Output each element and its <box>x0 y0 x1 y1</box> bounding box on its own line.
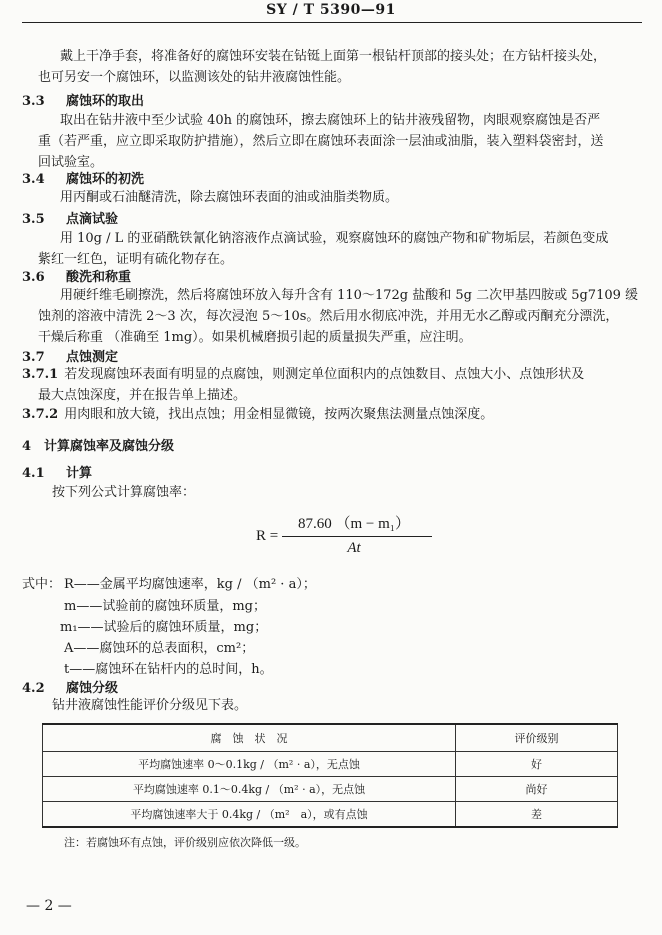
section-number: 4.1 <box>22 466 45 481</box>
section-number: 4 <box>22 439 32 454</box>
paragraph-text: 用肉眼和放大镜，找出点蚀；用金相显微镜，按两次聚焦法测量点蚀深度。 <box>64 407 494 422</box>
paragraph-line: 最大点蚀深度，并在报告单上描述。 <box>38 388 247 403</box>
variable-def-t: t——腐蚀环在钻杆内的总时间，h。 <box>64 662 273 677</box>
table-cell: 差 <box>456 802 618 828</box>
table-row <box>43 802 618 828</box>
table-row <box>43 752 618 777</box>
paragraph-line <box>22 364 584 385</box>
section-number: 3.7 <box>22 350 45 365</box>
paragraph-line: 钻井液腐蚀性能评价分级见下表。 <box>52 698 248 713</box>
formula-numerator: 87.60 （m − m₁） <box>297 516 411 532</box>
corrosion-grade-table <box>42 723 618 828</box>
paragraph-line: 也可另安一个腐蚀环，以监测该处的钻井液腐蚀性能。 <box>38 70 351 85</box>
paragraph-line: 用硬纤维毛刷擦洗，然后将腐蚀环放入每升含有 110～172g 盐酸和 5g 二次甲基四胺或 5g7109 缓 <box>60 288 639 303</box>
section-title: 酸洗和称重 <box>66 270 132 285</box>
formula-denominator: At <box>347 540 361 556</box>
table-row <box>43 777 618 802</box>
section-title: 腐蚀环的初洗 <box>66 172 145 187</box>
paragraph-line: 用丙酮或石油醚清洗，除去腐蚀环表面的油或油脂类物质。 <box>60 190 399 205</box>
formula-lhs: R = <box>256 528 279 544</box>
table-header-row <box>43 724 618 752</box>
table-header-cell: 评价级别 <box>456 724 618 752</box>
variable-def-a: A——腐蚀环的总表面积，cm²； <box>64 641 255 656</box>
paragraph-line: 回试验室。 <box>38 155 104 170</box>
section-title: 点滴试验 <box>66 212 119 227</box>
section-title: 计算腐蚀率及腐蚀分级 <box>44 439 175 454</box>
page-header: SY / T 5390—91 <box>266 2 396 18</box>
section-title: 腐蚀分级 <box>66 681 119 696</box>
table-cell: 平均腐蚀速率大于 0.4kg / （m² a），或有点蚀 <box>43 802 456 828</box>
table-note: 注：若腐蚀环有点蚀，评价级别应依次降低一级。 <box>64 836 306 849</box>
section-number: 3.4 <box>22 172 45 187</box>
section-heading-3-4 <box>22 168 144 187</box>
header-rule <box>22 22 642 23</box>
section-number: 4.2 <box>22 681 45 696</box>
section-number: 3.3 <box>22 94 45 109</box>
paragraph-line: 紫红一红色，证明有硫化物存在。 <box>38 252 234 267</box>
section-heading-4 <box>22 435 174 454</box>
paragraph-line: 按下列公式计算腐蚀率： <box>52 485 196 500</box>
paragraph-line: 取出在钻井液中至少试验 40h 的腐蚀环，擦去腐蚀环上的钻井液残留物，肉眼观察腐蚀是否严 <box>60 113 601 128</box>
section-title: 计算 <box>66 466 93 481</box>
section-number: 3.5 <box>22 212 45 227</box>
section-heading-3-7 <box>22 346 118 365</box>
variable-def-r: R——金属平均腐蚀速率，kg / （m² · a）； <box>64 577 316 592</box>
table-cell: 尚好 <box>456 777 618 802</box>
paragraph-line: 用 10g / L 的亚硝酰铁氰化钠溶液作点滴试验，观察腐蚀环的腐蚀产物和矿物垢层，若颜色变成 <box>60 231 609 246</box>
variable-def-m: m——试验前的腐蚀环质量，mg； <box>64 599 266 614</box>
section-heading-3-6 <box>22 266 131 285</box>
section-heading-4-2 <box>22 677 118 696</box>
section-heading-3-3 <box>22 90 144 109</box>
subsection-number: 3.7.2 <box>22 407 59 422</box>
section-heading-3-5 <box>22 208 118 227</box>
where-intro: 式中： <box>22 577 62 592</box>
section-number: 3.6 <box>22 270 45 285</box>
page-number: — 2 — <box>26 898 72 914</box>
fraction-bar <box>282 536 432 537</box>
table-cell: 平均腐蚀速率 0.1～0.4kg / （m² · a），无点蚀 <box>43 777 456 802</box>
paragraph-line <box>22 404 493 425</box>
table-cell: 平均腐蚀速率 0～0.1kg / （m² · a），无点蚀 <box>43 752 456 777</box>
section-title: 点蚀测定 <box>66 350 119 365</box>
section-heading-4-1 <box>22 462 92 481</box>
paragraph-line: 重（若严重，应立即采取防护措施），然后立即在腐蚀环表面涂一层油或油脂，装入塑料袋密封，送 <box>38 134 604 149</box>
paragraph-line: 干燥后称重 （准确至 1mg）。如果机械磨损引起的质量损失严重，应注明。 <box>38 330 472 345</box>
subsection-number: 3.7.1 <box>22 367 59 382</box>
paragraph-line: 蚀剂的溶液中清洗 2～3 次，每次浸泡 5～10s。然后用水彻底冲洗，并用无水乙醇或丙酮充分漂洗， <box>38 309 619 324</box>
variable-def-m1: m₁——试验后的腐蚀环质量，mg； <box>60 620 268 635</box>
table-cell: 好 <box>456 752 618 777</box>
table-header-cell: 腐 蚀 状 况 <box>43 724 456 752</box>
paragraph-text: 若发现腐蚀环表面有明显的点腐蚀，则测定单位面积内的点蚀数目、点蚀大小、点蚀形状及 <box>64 367 585 382</box>
paragraph-line: 戴上干净手套，将准备好的腐蚀环安装在钻铤上面第一根钻杆顶部的接头处；在方钻杆接头处， <box>60 49 607 64</box>
section-title: 腐蚀环的取出 <box>66 94 145 109</box>
